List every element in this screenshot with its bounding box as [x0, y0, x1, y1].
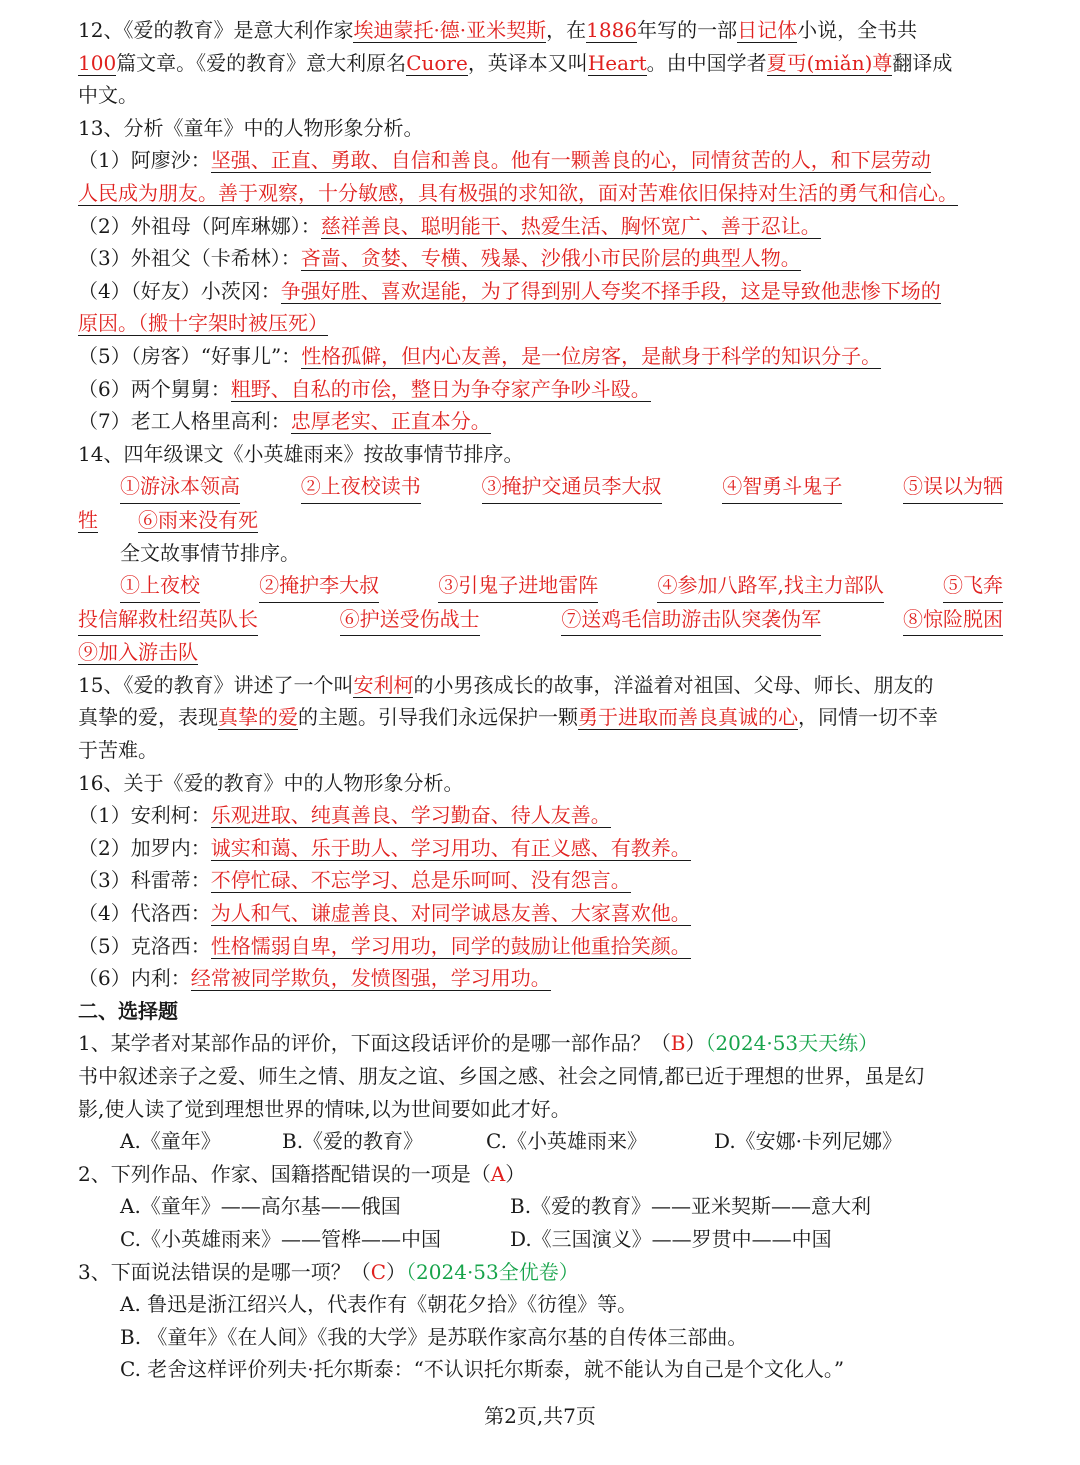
option: B.《爱的教育》——亚米契斯——意大利: [510, 1194, 872, 1219]
worksheet-page: [78, 14, 1003, 1386]
text: 12、《爱的教育》是意大利作家: [78, 18, 354, 42]
label: （3）科雷蒂：: [78, 868, 211, 893]
answer: 坚强、正直、勇敢、自信和善良。他有一颗善良的心，同情贫苦的人，和下层劳动: [210, 148, 931, 173]
q13-item-6: [78, 373, 1003, 406]
answer: Cuore: [406, 50, 468, 75]
c1-stem: [78, 1027, 1003, 1060]
plot-step: ②上夜校读书: [301, 470, 421, 504]
option: C.《小英雄雨来》: [486, 1129, 647, 1154]
plot-step: ③掩护交通员李大叔: [482, 470, 662, 504]
text: 于苦难。: [78, 738, 158, 763]
label: （3）外祖父（卡希林）：: [78, 246, 301, 271]
c1-options: [78, 1125, 1003, 1158]
answer: C: [370, 1259, 387, 1284]
q14-title: 14、四年级课文《小英雄雨来》按故事情节排序。: [78, 441, 524, 466]
q12-line-1: [78, 14, 1003, 47]
q13-item-3: [78, 242, 1003, 275]
text: 15、《爱的教育》讲述了一个叫: [78, 672, 354, 697]
answer: B: [670, 1031, 686, 1056]
plot-step: ①游泳本领高: [120, 470, 240, 504]
label: （1）安利柯：: [78, 803, 211, 828]
answer: 乐观进取、纯真善良、学习勤奋、待人友善。: [210, 803, 611, 828]
text: 2、下列作品、作家、国籍搭配错误的一项是（: [78, 1161, 491, 1186]
q14-sub: 全文故事情节排序。: [120, 540, 300, 565]
text: ，英译本又叫: [467, 50, 588, 75]
q14-seq2-cont: [78, 603, 1003, 637]
q13-item-1: [78, 144, 1003, 177]
c3-option-c: C. 老舍这样评价列夫·托尔斯泰：“不认识托尔斯泰，就不能认为自己是个文化人。”: [120, 1357, 845, 1382]
page-footer: 第2页,共7页: [484, 1404, 596, 1428]
source-tag: （2024·53全优卷）: [406, 1259, 579, 1284]
text: 的主题。引导我们永远保护一颗: [298, 705, 578, 730]
option: C.《小英雄雨来》——管桦——中国: [120, 1226, 441, 1251]
q14-seq2: [78, 569, 1003, 603]
plot-step: 投信解救杜绍英队长: [78, 603, 258, 637]
q13-item-1-cont: [78, 177, 1003, 210]
q16-item-4: [78, 897, 1003, 930]
c3-option-a: A. 鲁迅是浙江绍兴人，代表作有《朝花夕拾》《彷徨》等。: [120, 1292, 638, 1317]
label: （4）（好友）小茨冈：: [78, 278, 281, 303]
source-tag: （2024·53天天练）: [705, 1031, 879, 1056]
answer: 性格懦弱自卑，学习用功，同学的鼓励让他重拾笑颜。: [210, 933, 691, 958]
c3-option-b: B. 《童年》《在人间》《我的大学》是苏联作家高尔基的自传体三部曲。: [120, 1324, 748, 1349]
q15-line-1: [78, 669, 1003, 702]
label: （7）老工人格里高利：: [78, 409, 291, 434]
q12-line-3: [78, 79, 1003, 112]
label: （5）克洛西：: [78, 933, 211, 958]
answer: 原因。（搬十字架时被压死）: [78, 311, 328, 336]
plot-step: ⑤飞奔: [943, 569, 1003, 603]
label: （5）（房客）“好事儿”：: [78, 343, 302, 368]
q16-item-3: [78, 864, 1003, 897]
text: ）: [505, 1161, 526, 1186]
plot-step: ⑥护送受伤战士: [340, 603, 480, 637]
answer: 1886: [586, 18, 638, 42]
plot-step: ④参加八路军,找主力部队: [657, 569, 883, 603]
label: （2）加罗内：: [78, 835, 211, 860]
q16-item-1: [78, 799, 1003, 832]
answer: A: [490, 1161, 506, 1186]
answer: 埃迪蒙托·德·亚米契斯: [353, 18, 547, 42]
answer: 诚实和蔼、乐于助人、学习用功、有正义感、有教养。: [210, 835, 691, 860]
q16-item-2: [78, 832, 1003, 865]
answer: 不停忙碌、不忘学习、总是乐呵呵、没有怨言。: [210, 868, 631, 893]
answer: 经常被同学欺负，发愤图强，学习用功。: [190, 966, 551, 991]
c2-stem: [78, 1158, 1003, 1191]
text: 3、下面说法错误的是哪一项？（: [78, 1259, 371, 1284]
text: 年写的一部: [637, 18, 738, 42]
q13-item-7: [78, 405, 1003, 438]
label: （6）内利：: [78, 966, 191, 991]
plot-step: ⑤误以为牺: [903, 470, 1003, 504]
answer: 争强好胜、喜欢逞能，为了得到别人夸奖不择手段，这是导致他悲惨下场的: [280, 278, 941, 303]
text: ）: [685, 1031, 706, 1056]
plot-step: ⑧惊险脱困: [903, 603, 1003, 637]
answer: 100: [78, 50, 117, 75]
q16-item-5: [78, 930, 1003, 963]
q13-title: 13、分析《童年》中的人物形象分析。: [78, 115, 424, 140]
text: 真挚的爱，表现: [78, 705, 218, 730]
c3-stem: [78, 1256, 1003, 1289]
text: ，在: [546, 18, 587, 42]
q15-line-3: [78, 734, 1003, 767]
option: A.《童年》: [120, 1129, 221, 1154]
answer: 人民成为朋友。善于观察，十分敏感，具有极强的求知欲，面对苦难依旧保持对生活的勇气和信心。: [78, 180, 958, 205]
text: 翻译成: [892, 50, 953, 75]
plot-step: ⑦送鸡毛信助游击队突袭伪军: [561, 603, 821, 637]
q14-seq1: [78, 470, 1003, 504]
c1-quote-2: 影,使人读了觉到理想世界的情味,以为世间要如此才好。: [78, 1096, 571, 1121]
plot-step: ②掩护李大叔: [259, 569, 379, 603]
plot-step: ③引鬼子进地雷阵: [438, 569, 598, 603]
plot-step: ⑨加入游击队: [78, 640, 198, 665]
answer: 性格孤僻，但内心友善，是一位房客，是献身于科学的知识分子。: [301, 343, 882, 368]
q13-item-4: [78, 275, 1003, 308]
q14-seq2-last: [78, 636, 1003, 669]
answer: 粗野、自私的市侩，整日为争夺家产争吵斗殴。: [230, 376, 651, 401]
c2-options-row1: [78, 1190, 1003, 1223]
option: D.《安娜·卡列尼娜》: [714, 1129, 903, 1154]
q13-item-4-cont: [78, 307, 1003, 340]
answer: 安利柯: [353, 672, 414, 697]
text: 的小男孩成长的故事，洋溢着对祖国、父母、师长、朋友的: [413, 672, 934, 697]
text: ）: [386, 1259, 407, 1284]
label: （6）两个舅舅：: [78, 376, 231, 401]
plot-step: ⑥雨来没有死: [138, 507, 258, 532]
q15-line-2: [78, 701, 1003, 734]
answer: 吝啬、贪婪、专横、残暴、沙俄小市民阶层的典型人物。: [300, 246, 801, 271]
q13-item-5: [78, 340, 1003, 373]
answer: 为人和气、谦虚善良、对同学诚恳友善、大家喜欢他。: [210, 901, 691, 926]
plot-step: ①上夜校: [120, 569, 200, 603]
plot-step: ④智勇斗鬼子: [722, 470, 842, 504]
text: 小说，全书共: [797, 18, 918, 42]
c1-quote-1: 书中叙述亲子之爱、师生之情、朋友之谊、乡国之感、社会之同情,都已近于理想的世界，虽是幻: [78, 1064, 925, 1088]
label: （2）外祖母（阿库琳娜）：: [78, 213, 321, 238]
q13-item-2: [78, 210, 1003, 243]
text: ，同情一切不幸: [798, 705, 938, 730]
option: A.《童年》——高尔基——俄国: [120, 1194, 401, 1219]
section-heading: 二、选择题: [78, 998, 178, 1023]
option: B.《爱的教育》: [282, 1129, 424, 1154]
option: D.《三国演义》——罗贯中——中国: [510, 1226, 832, 1251]
text: 。由中国学者: [646, 50, 767, 75]
text: 篇文章。《爱的教育》意大利原名: [116, 50, 407, 75]
label: （1）阿廖沙：: [78, 148, 211, 173]
q16-title: 16、关于《爱的教育》中的人物形象分析。: [78, 770, 464, 795]
q16-item-6: [78, 962, 1003, 995]
answer: 勇于进取而善良真诚的心: [578, 705, 798, 730]
text: 中文。: [78, 83, 138, 108]
label: （4）代洛西：: [78, 901, 211, 926]
answer: 忠厚老实、正直本分。: [290, 409, 491, 434]
plot-step: 牲: [78, 507, 98, 532]
answer: 慈祥善良、聪明能干、热爱生活、胸怀宽广、善于忍让。: [320, 213, 821, 238]
q12-line-2: [78, 47, 1003, 80]
answer: Heart: [587, 50, 647, 75]
text: 1、某学者对某部作品的评价，下面这段话评价的是哪一部作品？（: [78, 1031, 671, 1056]
c2-options-row2: [78, 1223, 1003, 1256]
answer: 真挚的爱: [218, 705, 298, 730]
answer: 日记体: [737, 18, 798, 42]
answer: 夏丏(miǎn)尊: [766, 50, 893, 75]
q14-seq1-cont: [78, 504, 1003, 537]
